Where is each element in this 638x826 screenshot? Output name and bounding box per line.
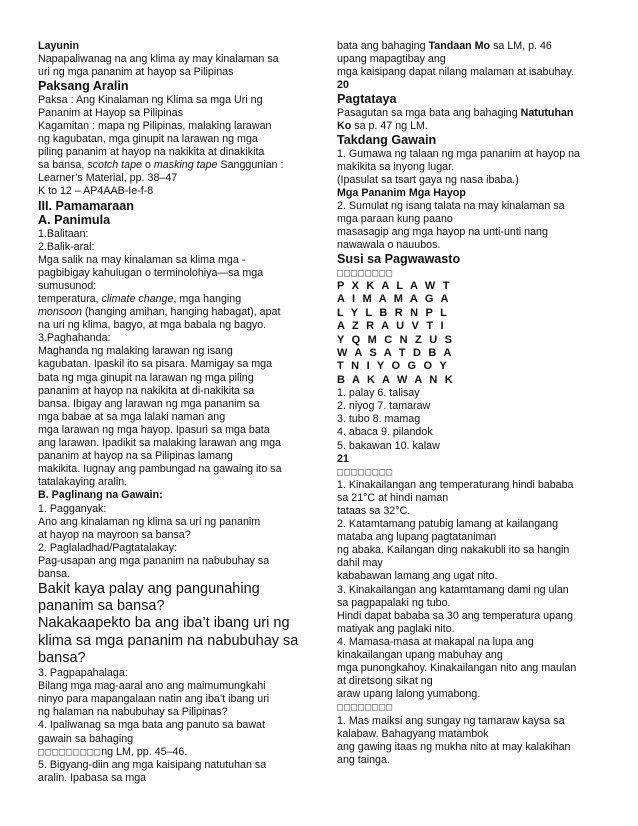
right-text-line: L Y L B R N P L bbox=[337, 306, 450, 319]
left-text-line: Pag-usapan ang mga pananim na nabubuhay sa bbox=[38, 554, 270, 567]
right-text-line: mataba ang lupang pagtataniman bbox=[337, 531, 497, 544]
text-run: sa p. 47 ng LM. bbox=[351, 119, 428, 132]
right-text-line: at diretsong sikat ng bbox=[337, 675, 433, 688]
left-text-line: Kagamitan : mapa ng Pilipinas, malaking larawan bbox=[38, 119, 272, 132]
text-run: □□□□□□□□□ bbox=[38, 746, 102, 758]
right-text-line: 1. Mas maiksi ang sungay ng tamaraw kaysa sa bbox=[337, 714, 565, 727]
right-text-line: □□□□□□□□ bbox=[337, 267, 394, 279]
left-text-line: bansa. bbox=[38, 567, 71, 580]
left-text-line: ang larawan. Ipadikit sa malaking larawan ang mga bbox=[38, 437, 281, 450]
left-text-line: tatalakaying aralin. bbox=[38, 476, 128, 489]
left-text-line bbox=[38, 159, 300, 172]
left-text-line: 1. Pagganyak: bbox=[38, 502, 107, 515]
text-run: o bbox=[142, 159, 154, 172]
right-column bbox=[337, 40, 602, 767]
right-text-line: 4. abaca 9. pilandok bbox=[337, 426, 433, 439]
left-text-line: Paksa : Ang Kinalaman ng Klima sa mga Uri ng bbox=[38, 93, 263, 106]
left-text-line: mga babae at sa mga lalaki naman ang bbox=[38, 410, 226, 423]
right-text-line: A I M A M A G A bbox=[337, 293, 451, 306]
left-text-line: pananim sa bansa? bbox=[38, 598, 165, 615]
right-text-line: T N I Y O G O Y bbox=[337, 360, 449, 373]
right-text-line: 2. Sumulat ng isang talata na may kinalaman sa bbox=[337, 199, 565, 212]
left-text-line: piling pananim at hayop na nakikita at dinakikita bbox=[38, 146, 265, 159]
text-run: temperatura, bbox=[38, 293, 102, 305]
text-run: Natutuhan bbox=[520, 106, 574, 119]
text-run: sa bansa, bbox=[38, 159, 88, 172]
text-run: sa LM, p. 46 bbox=[490, 40, 552, 52]
right-text-line: P X K A L A W T bbox=[337, 279, 452, 292]
left-text-line: Mga salik na may kinalaman sa klima mga - bbox=[38, 253, 246, 266]
left-text-line: bata ng mga ginupit na larawan ng mga piling bbox=[38, 371, 254, 384]
right-text-line: sa 21°C at hindi naman bbox=[337, 491, 449, 504]
text-run: Pamamaraan bbox=[55, 198, 134, 213]
right-text-line: 2. Katamtamang patubig lamang at kailangang bbox=[337, 518, 559, 531]
left-text-line: Napapaliwanag na ang klima ay may kinalaman sa bbox=[38, 53, 279, 66]
right-text-line: ang gawing itaas ng mukha nito at may kalakihan bbox=[337, 740, 571, 753]
left-text-line: 2. Paglaladhad/Pagtatalakay: bbox=[38, 541, 178, 554]
right-text-line: 21 bbox=[337, 452, 349, 465]
right-text-line: Susi sa Pagwawasto bbox=[337, 252, 461, 267]
right-text-line: Y Q M C N Z U S bbox=[337, 333, 455, 346]
left-text-line: Ano ang kinalaman ng klima sa uri ng pananim bbox=[38, 515, 261, 528]
right-text-line: 1. palay 6. talisay bbox=[337, 387, 420, 400]
left-text-line bbox=[38, 199, 300, 214]
right-text-line: Mga Pananim Mga Hayop bbox=[337, 186, 466, 199]
right-text-line: 1. Kinakailangan ang temperaturang hindi bababa bbox=[337, 478, 574, 491]
left-text-line bbox=[38, 746, 300, 759]
right-text-line: Takdang Gawain bbox=[337, 133, 437, 148]
text-run: masking tape bbox=[153, 159, 218, 172]
right-text-line: matiyak ang paglaki nito. bbox=[337, 622, 455, 635]
left-text-line: Layunin bbox=[38, 40, 79, 52]
text-run: Pasagutan sa mga bata ang bahaging bbox=[337, 106, 521, 119]
text-run: Tandaan Mo bbox=[428, 40, 491, 52]
left-text-line: ninyo para mapangalaan natin ang iba’t ibang uri bbox=[38, 693, 270, 706]
right-text-line: □□□□□□□□ bbox=[337, 702, 394, 714]
left-text-line: 2.Balik-aral: bbox=[38, 240, 95, 253]
left-text-line: bansa? bbox=[38, 649, 86, 666]
left-text-line: gawain sa bahaging bbox=[38, 732, 134, 745]
left-text-line: sumusunod: bbox=[38, 279, 97, 292]
left-text-line: Nakakaapekto ba ang iba’t ibang uri ng bbox=[38, 615, 290, 632]
right-text-line: (Ipasulat sa tsart gaya ng nasa ibaba.) bbox=[337, 173, 519, 186]
right-text-line: kinakailangan upang mabuhay ang bbox=[337, 649, 503, 662]
left-text-line: 3. Pagpapahalaga: bbox=[38, 667, 128, 680]
right-text-line: upang mapagtibay ang bbox=[337, 53, 446, 66]
text-run: scotch tape bbox=[87, 159, 142, 172]
right-text-line: tataas sa 32°C. bbox=[337, 505, 411, 517]
right-text-line: Hindi dapat bababa sa 30 ang temperatura upang bbox=[337, 609, 573, 622]
right-text-line: A Z R A U V T I bbox=[337, 320, 446, 333]
right-text-line: ng abaka. Kailangan ding nakakubli ito sa hangin bbox=[337, 544, 570, 557]
text-run: bata ang bahaging bbox=[337, 40, 429, 52]
right-text-line: 3. Kinakailangan ang katamtamang dami ng ulan bbox=[337, 583, 569, 596]
right-text-line: masasagip ang mga hayop na unti-unti nang bbox=[337, 226, 548, 239]
left-text-line: Learner’s Material, pp. 38–47 bbox=[38, 172, 178, 185]
right-text-line: ang tainga. bbox=[337, 753, 390, 766]
left-text-line: K to 12 – AP4AAB-Ie-f-8 bbox=[38, 185, 154, 198]
left-text-line: Paksang Aralin bbox=[38, 79, 129, 94]
right-text-line: Pagtataya bbox=[337, 92, 397, 107]
left-text-line: na uri ng klima, bagyo, at mga babala ng bagyo. bbox=[38, 319, 267, 332]
right-text-line bbox=[337, 120, 602, 133]
right-text-line: 20 bbox=[337, 79, 349, 92]
right-text-line: 3. tubo 8. mamag bbox=[337, 413, 421, 426]
right-text-line: mga paraan kung paano bbox=[337, 213, 453, 226]
text-run: III. bbox=[38, 198, 56, 213]
right-text-line: W A S A T D B A bbox=[337, 346, 454, 359]
right-text-line: B A K A W A N K bbox=[337, 373, 455, 386]
text-run: ng LM, pp. 45–46. bbox=[101, 745, 188, 758]
left-text-line bbox=[38, 306, 300, 319]
right-text-line: sa pagpapalaki ng tubo. bbox=[337, 596, 451, 609]
left-text-line: at hayop na mayroon sa bansa? bbox=[38, 528, 191, 541]
left-text-line: aralin. Ipabasa sa mga bbox=[38, 771, 147, 784]
right-text-line bbox=[337, 107, 602, 120]
left-text-line: Bilang mga mag-aaral ano ang maimumungkahi bbox=[38, 680, 266, 693]
right-text-line: mga punongkahoy. Kinakailangan nito ang maulan bbox=[337, 662, 577, 675]
left-text-line: 1.Balitaan: bbox=[38, 227, 89, 240]
left-text-line: makikita. Iugnay ang pambungad na gawaing ito sa bbox=[38, 463, 282, 476]
text-run: monsoon bbox=[38, 306, 82, 319]
left-text-line: pagbibigay kahulugan o terminolohiya—sa mga bbox=[38, 266, 264, 279]
text-run: (hanging amihan, hanging habagat), apat bbox=[81, 306, 281, 319]
right-text-line: makikita sa inyong lugar. bbox=[337, 160, 455, 173]
left-text-line: bansa. Ibigay ang larawan ng mga pananim sa bbox=[38, 397, 260, 410]
left-text-line: kagubatan. Ipaskil ito sa pisara. Mamigay sa mga bbox=[38, 358, 273, 371]
left-text-line: 5. Bigyang-diin ang mga kaisipang natutuhan sa bbox=[38, 758, 267, 771]
left-column bbox=[38, 40, 300, 785]
right-text-line: araw upang lalong yumabong. bbox=[337, 688, 481, 701]
text-run: Sanggunian : bbox=[217, 159, 284, 172]
left-text-line: 4. Ipaliwanag sa mga bata ang panuto sa bawat bbox=[38, 719, 265, 732]
left-text-line: 3.Paghahanda: bbox=[38, 332, 111, 345]
left-text-line: Pananim at Hayop sa Pilipinas bbox=[38, 106, 183, 119]
left-text-line: B. Paglinang na Gawain: bbox=[38, 489, 163, 502]
right-text-line: □□□□□□□□ bbox=[337, 466, 394, 478]
left-text-line: Bakit kaya palay ang pangunahing bbox=[38, 581, 260, 598]
left-text-line: klima sa mga pananim na nabubuhay sa bbox=[38, 632, 299, 649]
right-text-line: dahil may bbox=[337, 557, 383, 570]
right-text-line bbox=[337, 40, 602, 53]
left-text-line: Maghanda ng malaking larawan ng isang bbox=[38, 345, 233, 358]
left-text-line: pananim at hayop na sa Pilipinas lamang bbox=[38, 450, 233, 463]
right-text-line: kababawan lamang ang ugat nito. bbox=[337, 570, 498, 583]
text-run: Ko bbox=[337, 119, 352, 132]
text-run: climate change bbox=[101, 293, 174, 305]
right-text-line: 4. Mamasa-masa at makapal na lupa ang bbox=[337, 635, 534, 648]
right-text-line: 1. Gumawa ng talaan ng mga pananim at hayop na bbox=[337, 147, 581, 160]
right-text-line: mga kaisipang dapat nilang malaman at isabuhay. bbox=[337, 66, 574, 79]
left-text-line: ng kagubatan, mga ginupit na larawan ng mga bbox=[38, 133, 258, 146]
right-text-line: 2. niyog 7. tamaraw bbox=[337, 400, 431, 413]
text-run: , mga hanging bbox=[173, 293, 242, 305]
left-text-line bbox=[38, 293, 300, 306]
right-text-line: kalabaw. Bahagyang matambok bbox=[337, 727, 489, 740]
right-text-line: nawawala o nauubos. bbox=[337, 239, 441, 252]
left-text-line: pananim at hayop na nakikita at di-nakikita sa bbox=[38, 384, 255, 397]
left-text-line: mga larawan ng mga hayop. Ipasuri sa mga bata bbox=[38, 423, 270, 436]
right-text-line: 5. bakawan 10. kalaw bbox=[337, 439, 440, 452]
left-text-line: uri ng mga pananim at hayop sa Pilipinas bbox=[38, 66, 234, 79]
left-text-line: ng halaman na nabubuhay sa Pilipinas? bbox=[38, 706, 228, 719]
left-text-line: A. Panimula bbox=[38, 213, 111, 228]
